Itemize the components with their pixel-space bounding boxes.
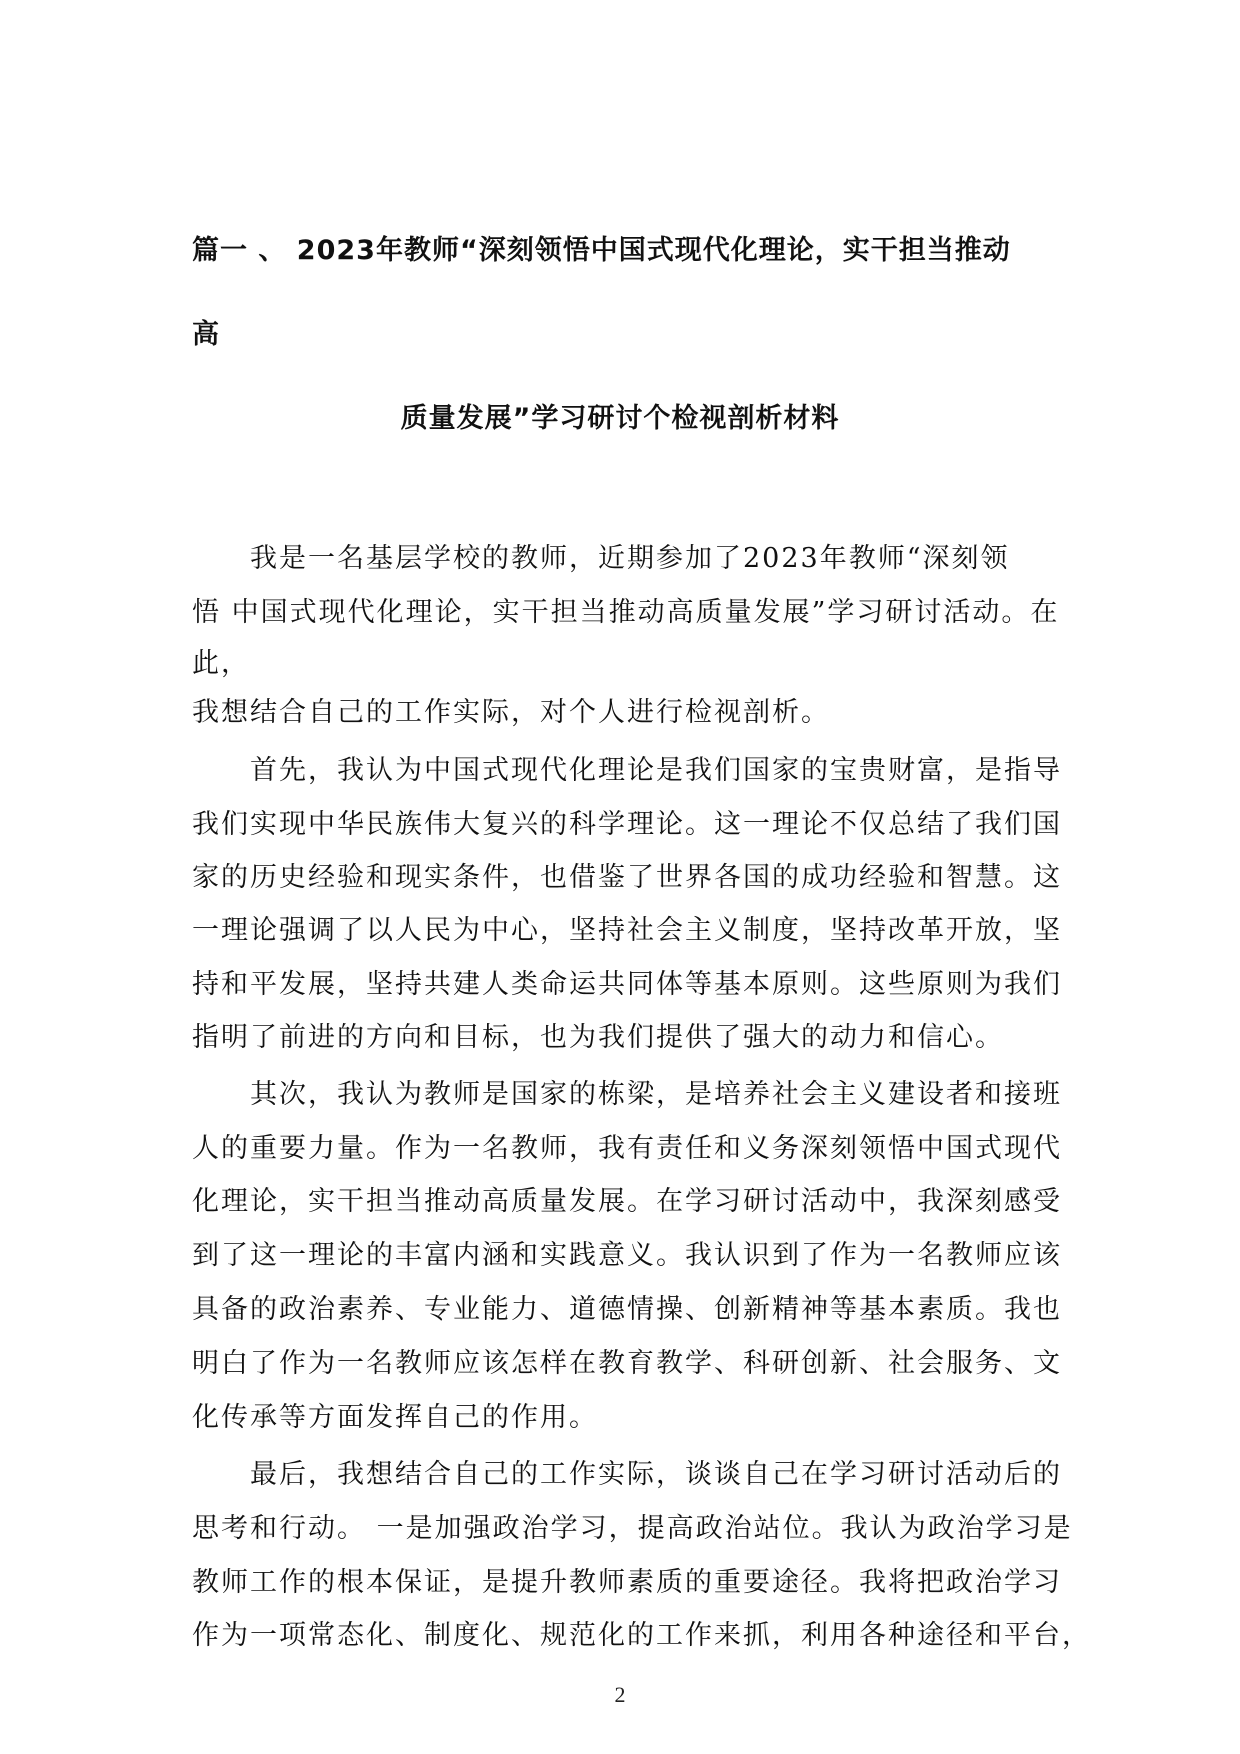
paragraph-4-line-4: 作为一项常态化、制度化、规范化的工作来抓，利用各种途径和平台， xyxy=(192,1620,1091,1651)
document-title-line-2: 高 xyxy=(192,319,220,350)
paragraph-4-line-1: 最后，我想结合自己的工作实际，谈谈自己在学习研讨活动后的 xyxy=(250,1459,1062,1490)
paragraph-3-line-7: 化传承等方面发挥自己的作用。 xyxy=(192,1402,598,1433)
paragraph-2-line-3: 家的历史经验和现实条件，也借鉴了世界各国的成功经验和智慧。这 xyxy=(192,862,1062,893)
paragraph-3-line-1: 其次，我认为教师是国家的栋梁，是培养社会主义建设者和接班 xyxy=(250,1079,1062,1110)
paragraph-2-line-6: 指明了前进的方向和目标，也为我们提供了强大的动力和信心。 xyxy=(192,1022,1004,1053)
paragraph-3-line-4: 到了这一理论的丰富内涵和实践意义。我认识到了作为一名教师应该 xyxy=(192,1240,1062,1271)
page-number: 2 xyxy=(614,1682,626,1707)
paragraph-2-line-5: 持和平发展，坚持共建人类命运共同体等基本原则。这些原则为我们 xyxy=(192,969,1062,1000)
paragraph-1-line-4: 我想结合自己的工作实际，对个人进行检视剖析。 xyxy=(192,697,830,728)
paragraph-1-line-2: 悟 中国式现代化理论，实干担当推动高质量发展”学习研讨活动。在 xyxy=(192,597,1060,628)
paragraph-4-line-2: 思考和行动。 一是加强政治学习，提高政治站位。我认为政治学习是 xyxy=(192,1513,1073,1544)
paragraph-1-line-1: 我是一名基层学校的教师，近期参加了2023年教师“深刻领 xyxy=(250,543,1010,574)
document-title-line-1: 篇一 、 2023年教师“深刻领悟中国式现代化理论，实干担当推动 xyxy=(192,235,1011,266)
paragraph-3-line-2: 人的重要力量。作为一名教师，我有责任和义务深刻领悟中国式现代 xyxy=(192,1133,1062,1164)
paragraph-2-line-4: 一理论强调了以人民为中心，坚持社会主义制度，坚持改革开放，坚 xyxy=(192,915,1062,946)
paragraph-3-line-5: 具备的政治素养、专业能力、道德情操、创新精神等基本素质。我也 xyxy=(192,1294,1062,1325)
paragraph-3-line-6: 明白了作为一名教师应该怎样在教育教学、科研创新、社会服务、文 xyxy=(192,1348,1062,1379)
paragraph-3-line-3: 化理论，实干担当推动高质量发展。在学习研讨活动中，我深刻感受 xyxy=(192,1186,1062,1217)
paragraph-2-line-2: 我们实现中华民族伟大复兴的科学理论。这一理论不仅总结了我们国 xyxy=(192,809,1062,840)
paragraph-2-line-1: 首先，我认为中国式现代化理论是我们国家的宝贵财富，是指导 xyxy=(250,755,1062,786)
document-title-line-3: 质量发展”学习研讨个检视剖析材料 xyxy=(400,403,840,434)
paragraph-1-line-3: 此， xyxy=(192,648,250,679)
paragraph-4-line-3: 教师工作的根本保证，是提升教师素质的重要途径。我将把政治学习 xyxy=(192,1567,1062,1598)
